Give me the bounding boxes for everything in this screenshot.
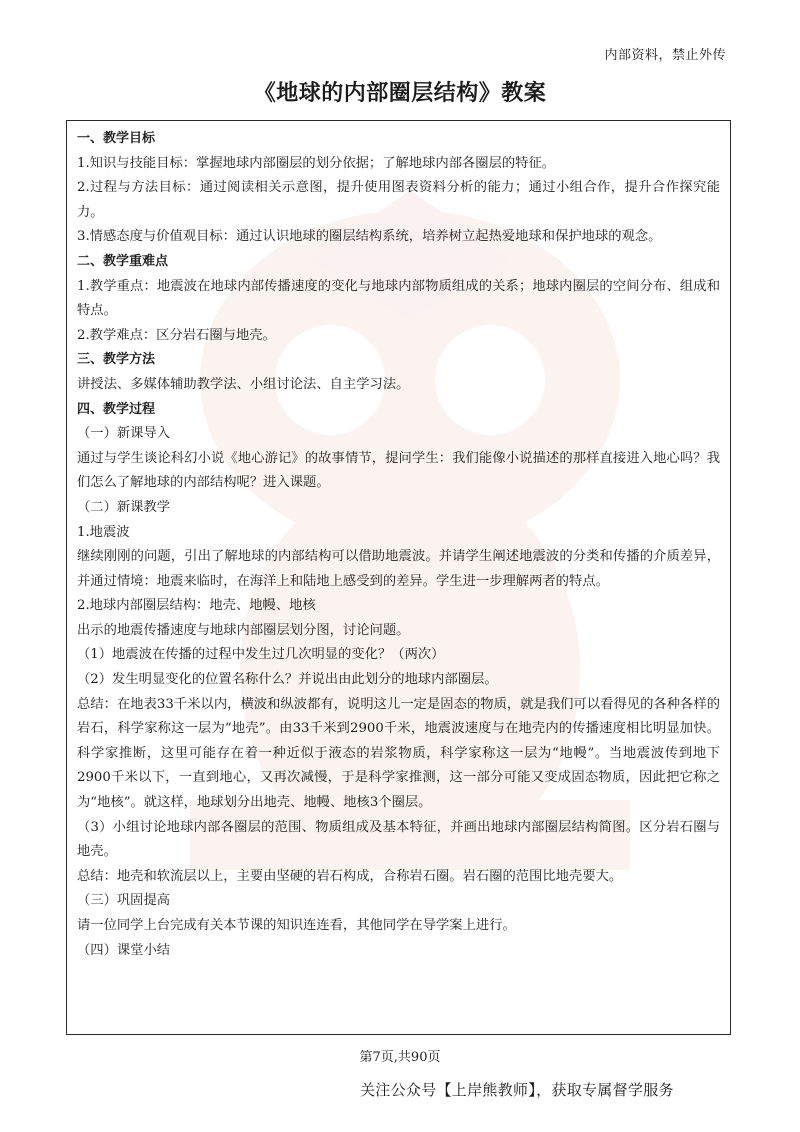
seismic-waves-text: 继续刚刚的问题，引出了解地球的内部结构可以借助地震波。并请学生阐述地震波的分类和传播的介质差异，并通过情境：地震来临时，在海洋上和陆地上感受到的差异。学生进一步理解两者的特点。 [77,549,720,589]
subheading-introduction: （一）新课导入 [77,426,171,442]
teaching-methods: 讲授法、多媒体辅助教学法、小组讨论法、自主学习法。 [77,376,410,392]
item-seismic-waves: 1.地震波 [77,524,130,540]
consolidation-text: 请一位同学上台完成有关本节课的知识连连看，其他同学在导学案上进行。 [77,918,516,933]
section-heading-key-points: 二、教学重难点 [77,253,169,269]
difficult-point: 2.教学难点：区分岩石圈与地壳。 [77,327,276,343]
subheading-consolidation: （三）巩固提高 [77,893,171,909]
inner-structure-text: 出示的地震传播速度与地球内部圈层划分图，讨论问题。 [77,622,410,638]
page-title: 《地球的内部圈层结构》教案 [253,80,547,106]
subheading-summary: （四）课堂小结 [77,942,171,958]
page-number: 第7页,共90页 [359,1050,441,1065]
item-inner-structure: 2.地球内部圈层结构：地壳、地幔、地核 [77,598,316,614]
objective-knowledge: 1.知识与技能目标：掌握地球内部圈层的划分依据；了解地球内部各圈层的特征。 [77,155,556,171]
summary-layers: 总结：在地表33千米以内，横波和纵波都有，说明这儿一定是固态的物质，就是我们可以看得见的各种各样的岩石，科学家称这一层为“地壳”。由33千米到2900千米，地震波速度与在地壳内的传播速度相比明显加快。科学家推断，这里可能存在着一种近似于液态的岩浆物质，科学家称这一层为“地幔”。当地震波传到地下2900千米以下，一直到地心，又再次减慢，于是科学家推测，这一部分可能又变成固态物质，因此把它称之为“地核”。就这样，地球划分出地壳、地幔、地核3个圈层。 [77,696,720,811]
subheading-new-lesson: （二）新课教学 [77,499,171,515]
objective-attitude: 3.情感态度与价值观目标：通过认识地球的圈层结构系统，培养树立起热爱地球和保护地球的观念。 [77,229,662,245]
section-heading-methods: 三、教学方法 [77,352,156,368]
footer-promo-note: 关注公众号【上岸熊教师】，获取专属督学服务 [360,1081,674,1099]
section-heading-process: 四、教学过程 [77,401,156,417]
question-1: （1）地震波在传播的过程中发生过几次明显的变化？（两次） [77,647,445,663]
summary-lithosphere: 总结：地壳和软流层以上，主要由坚硬的岩石构成，合称岩石圈。岩石圈的范围比地壳要大。 [77,868,623,884]
lesson-plan-box [66,120,731,1035]
key-point: 1.教学重点：地震波在地球内部传播速度的变化与地球内部物质组成的关系；地球内圈层的空间分布、组成和特点。 [77,278,720,319]
objective-process: 2.过程与方法目标：通过阅读相关示意图，提升使用图表资料分析的能力；通过小组合作，提升合作探究能力。 [77,180,720,220]
section-heading-objectives: 一、教学目标 [77,131,156,146]
confidential-notice: 内部资料，禁止外传 [604,48,726,63]
question-3: （3）小组讨论地球内部各圈层的范围、物质组成及基本特征，并画出地球内部圈层结构简图。区分岩石圈与地壳。 [77,819,720,860]
introduction-text: 通过与学生谈论科幻小说《地心游记》的故事情节，提问学生：我们能像小说描述的那样直接进入地心吗？我们怎么了解地球的内部结构呢？进入课题。 [77,450,720,491]
question-2: （2）发生明显变化的位置名称什么？并说出由此划分的地球内部圈层。 [77,672,498,688]
